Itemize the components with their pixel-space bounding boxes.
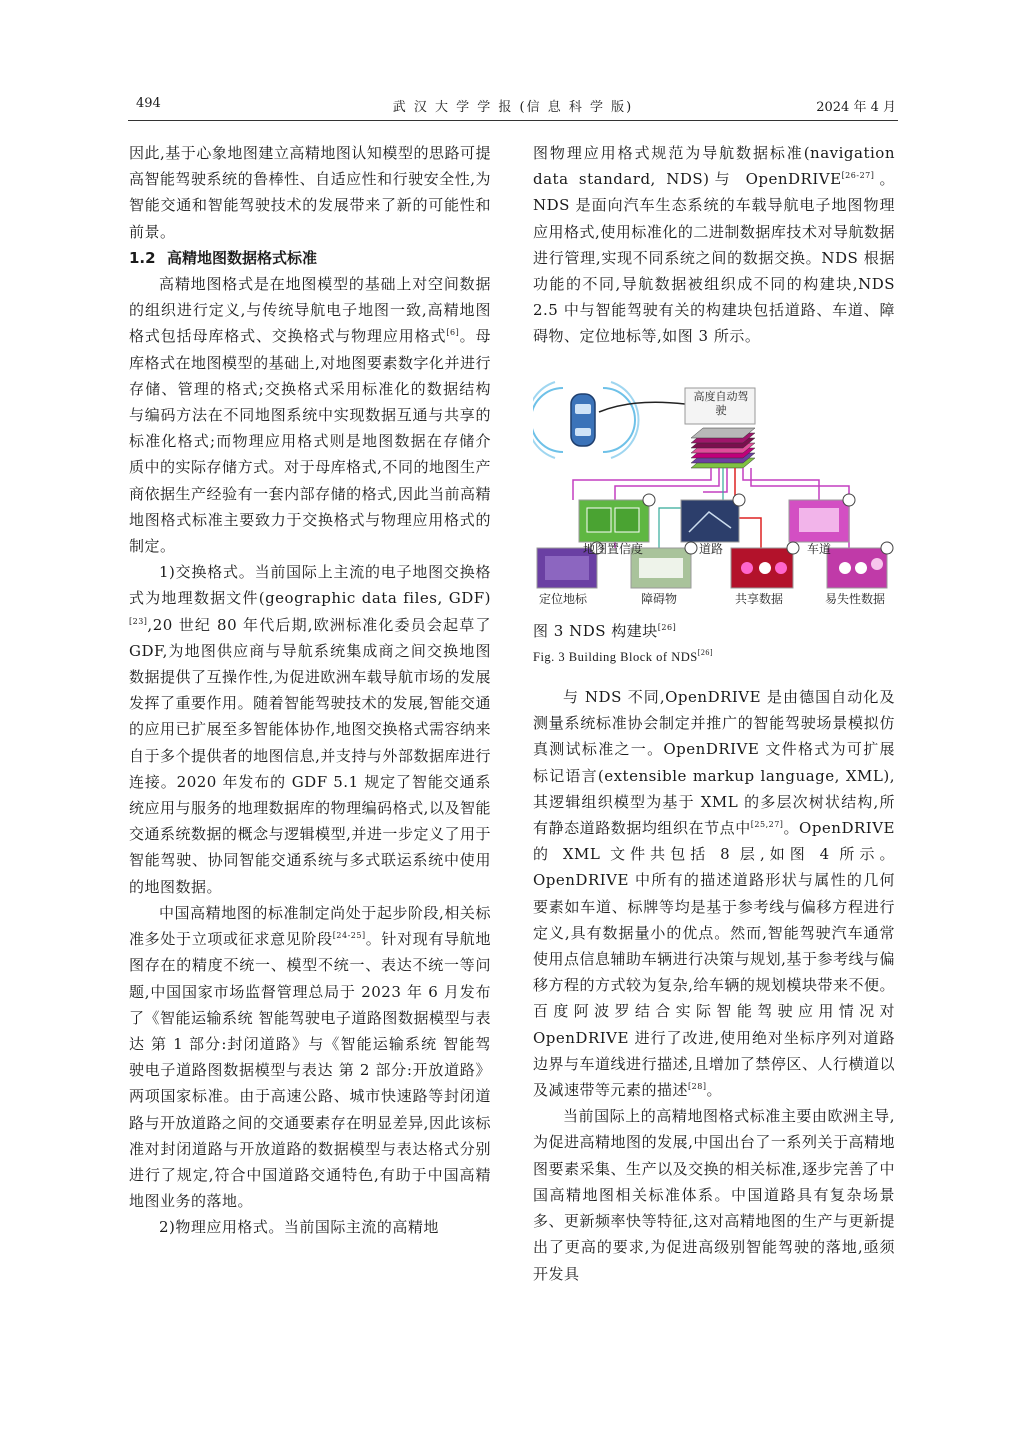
car-icon <box>533 382 639 458</box>
text-run: 中国高精地图的标准制定尚处于起步阶段,相关标准多处于立项或征求意见阶段 <box>129 903 491 949</box>
citation: [26] <box>697 647 714 657</box>
road-block <box>681 494 745 542</box>
text-run: Fig. 3 Building Block of NDS <box>533 649 698 664</box>
label-lane: 车道 <box>807 541 832 556</box>
label-obstacle: 障碍物 <box>641 591 678 606</box>
volatile-data-block <box>827 542 893 588</box>
paragraph <box>129 900 491 1214</box>
citation: [26] <box>657 622 677 632</box>
running-header <box>128 92 898 121</box>
label-road: 道路 <box>699 541 724 556</box>
section-title: 高精地图数据格式标准 <box>167 248 318 267</box>
text-run: 。NDS 是面向汽车生态系统的车载导航电子地图物理应用格式,使用标准化的二进制数据库技术对导航数据进行管理,实现不同系统之间的数据交换。NDS 根据功能的不同,导航数据被组织成不同的构建块,NDS 2.5 中与智能驾驶有关的构建块包括道路、车道、障碍物、定位地标等,如图 3 所示。 <box>533 170 895 346</box>
section-heading <box>129 245 491 271</box>
shared-data-block <box>731 542 799 588</box>
label-volatile-data: 易失性数据 <box>825 591 886 606</box>
text-run: 。OpenDRIVE 的 XML 文件共包括 8 层,如图 4 所示。OpenDRIVE 中所有的描述道路形状与属性的几何要素如车道、标牌等均是基于参考线与偏移方程进行定义,具有数据量小的优点。然而,智能驾驶汽车通常使用点信息辅助车辆进行决策与规划,基于参考线与偏移方程的方式较为复杂,给车辆的规划模块带来不便。百度阿波罗结合实际智能驾驶应用情况对 OpenDRIVE 进行了改进,使用绝对坐标序列对道路边界与车道线进行描述,且增加了禁停区、人行横道以及减速带等元素的描述 <box>533 819 895 1100</box>
figure-caption-cn <box>533 618 895 644</box>
citation: [25,27] <box>750 820 784 830</box>
map-confidence-block <box>579 494 655 542</box>
right-column <box>533 140 895 1287</box>
citation: [28] <box>688 1082 707 1092</box>
section-number: 1.2 <box>129 248 156 267</box>
issue-date: 2024 年 4 月 <box>816 100 896 115</box>
paragraph <box>129 559 491 900</box>
text-run: 1)交换格式。当前国际上主流的电子地图交换格式为地理数据文件(geographic data files, GDF) <box>129 563 491 608</box>
citation: [6] <box>446 328 460 338</box>
lane-block <box>789 494 855 542</box>
left-column <box>129 140 491 1241</box>
label-landmark: 定位地标 <box>539 591 588 606</box>
paragraph: 2)物理应用格式。当前国际主流的高精地 <box>159 1218 439 1237</box>
text-run: 高精地图格式是在地图模型的基础上对空间数据的组织进行定义,与传统导航电子地图一致,高精地图格式包括母库格式、交换格式与物理应用格式 <box>129 275 491 346</box>
text-run: 。 <box>706 1081 722 1100</box>
figure-caption-en <box>533 644 895 670</box>
journal-title: 武 汉 大 学 学 报 (信 息 科 学 版) <box>392 100 634 115</box>
text-run: ,20 世纪 80 年代后期,欧洲标准化委员会起草了GDF,为地图供应商与导航系统集成商之间交换地图数据提供了互操作性,为促进欧洲车载导航市场的发展发挥了重要作用。随着智能驾驶技术的发展,智能交通的应用已扩展至多智能体协作,地图交换格式需容纳来自于多个提供者的地图信息,并支持与外部数据库进行连接。2020 年发布的 GDF 5.1 规定了智能交通系统应用与服务的地理数据库的物理编码格式,以及智能交通系统数据的概念与逻辑模型,并进一步定义了用于智能驾驶、协同智能交通系统与多式联运系统中使用的地图数据。 <box>129 615 491 896</box>
paragraph: 当前国际上的高精地图格式标准主要由欧洲主导,为促进高精地图的发展,中国出台了一系列关于高精地图要素采集、生产以及交换的相关标准,逐步完善了中国高精地图相关标准体系。中国道路具有复杂场景多、更新频率快等特征,这对高精地图的生产与更新提出了更高的要求,为促进高级别智能驾驶的落地,亟须开发具 <box>533 1107 895 1283</box>
text-run: 图 3 NDS 构建块 <box>533 621 658 640</box>
paragraph <box>533 140 895 350</box>
layer-stack <box>691 428 755 468</box>
paragraph <box>129 271 491 559</box>
text-run: 。针对现有导航地图存在的精度不统一、模型不统一、表达不统一等问题,中国国家市场监督管理总局于 2023 年 6 月发布了《智能运输系统 智能驾驶电子道路图数据模型与表达 第 1 部分:封闭道路》与《智能运输系统 智能驾驶电子道路图数据模型与表达 第 2 部分:开放道路》两项国家标准。由于高速公路、城市快速路等封闭道路与开放道路之间的交通要素存在明显差异,因此该标准对封闭道路与开放道路的数据模型与表达格式分别进行了规定,符合中国道路交通特色,有助于中国高精地图业务的落地。 <box>129 930 491 1211</box>
text-run: 图物理应用格式规范为导航数据标准(navigation data standard, NDS)与 OpenDRIVE <box>533 144 895 189</box>
nds-building-block-figure <box>533 368 895 618</box>
text-run: 。母库格式在地图模型的基础上,对地图要素数字化并进行存储、管理的格式;交换格式采用标准化的数据结构与编码方法在不同地图系统中实现数据互通与共享的标准化格式;而物理应用格式则是地图数据在存储介质中的实际存储方式。对于母库格式,不同的地图生产商依据生产经验有一套内部存储的格式,因此当前高精地图格式标准主要致力于交换格式与物理应用格式的制定。 <box>129 327 491 556</box>
label-map-confidence: 地图置信度 <box>583 541 644 556</box>
citation: [26-27] <box>841 171 875 181</box>
citation: [24-25] <box>332 931 366 941</box>
text-run: 与 NDS 不同,OpenDRIVE 是由德国自动化及测量系统标准协会制定并推广的智能驾驶场景模拟仿真测试标准之一。OpenDRIVE 文件格式为可扩展标记语言(extensible markup language, XML),其逻辑组织模型为基于 XML 的多层次树状结构,所有静态道路数据均组织在节点中 <box>533 688 895 838</box>
paragraph: 因此,基于心象地图建立高精地图认知模型的思路可提高智能驾驶系统的鲁棒性、自适应性和行驶安全性,为智能交通和智能驾驶技术的发展带来了新的可能性和前景。 <box>129 144 491 241</box>
label-shared-data: 共享数据 <box>735 591 784 606</box>
paragraph <box>533 684 895 1103</box>
label-hd: 高度自动驾驶 <box>693 389 749 417</box>
page-number: 494 <box>136 96 161 111</box>
citation: [23] <box>129 616 148 626</box>
